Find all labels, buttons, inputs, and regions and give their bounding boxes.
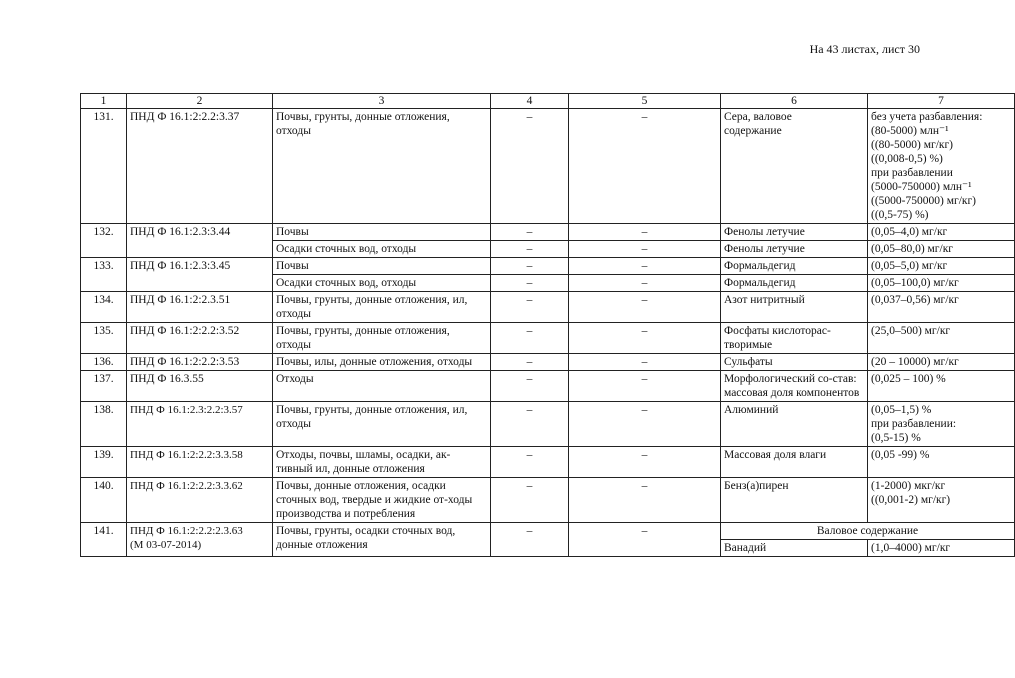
col5-value: –: [569, 354, 721, 371]
col4-value: –: [491, 241, 569, 258]
table-row: [81, 523, 1015, 540]
table-row: [81, 354, 1015, 371]
measurement-range: (0,025 – 100) %: [868, 371, 1015, 402]
method-code: ПНД Ф 16.1:2:2.2:3.3.62: [127, 478, 273, 523]
col5-value: –: [569, 275, 721, 292]
table-row: [81, 109, 1015, 224]
col4-value: –: [491, 258, 569, 275]
col5-value: –: [569, 224, 721, 241]
col-2-header: 2: [127, 94, 273, 109]
method-code: ПНД Ф 16.1:2:2.2:3.3.58: [127, 447, 273, 478]
indicator: Массовая доля влаги: [721, 447, 868, 478]
method-code: ПНД Ф 16.1:2:2.3.51: [127, 292, 273, 323]
col-6-header: 6: [721, 94, 868, 109]
sample-object: Почвы, донные отложения, осадки сточных вод, твердые и жидкие от-ходы производства и потребления: [273, 478, 491, 523]
range-line: при разбавлении:: [871, 418, 957, 430]
measurement-range: [868, 402, 1015, 447]
col4-value: –: [491, 109, 569, 224]
indicator: Фенолы летучие: [721, 241, 868, 258]
indicator: Сера, валовое содержание: [721, 109, 868, 224]
sample-object: Почвы, грунты, донные отложения, ил, отходы: [273, 292, 491, 323]
row-number: 138.: [81, 402, 127, 447]
col4-value: –: [491, 447, 569, 478]
row-number: 134.: [81, 292, 127, 323]
indicator: Бенз(а)пирен: [721, 478, 868, 523]
table-row: [81, 224, 1015, 241]
range-line: (80-5000) млн⁻¹: [871, 125, 949, 137]
measurement-range: (25,0–500) мг/кг: [868, 323, 1015, 354]
sample-object: Осадки сточных вод, отходы: [273, 275, 491, 292]
row-number: 140.: [81, 478, 127, 523]
col4-value: –: [491, 354, 569, 371]
col5-value: –: [569, 402, 721, 447]
sample-object: Почвы: [273, 224, 491, 241]
col4-value: –: [491, 292, 569, 323]
sample-object: Почвы, грунты, донные отложения, отходы: [273, 109, 491, 224]
sample-object: Почвы, грунты, донные отложения, ил, отходы: [273, 402, 491, 447]
row-number: 131.: [81, 109, 127, 224]
method-code: ПНД Ф 16.1:2.3:3.45: [127, 258, 273, 292]
sheet-info: На 43 листах, лист 30: [809, 42, 920, 56]
method-code: ПНД Ф 16.1:2:2.2:3.53: [127, 354, 273, 371]
group-header: Валовое содержание: [721, 523, 1015, 540]
table-row: [81, 371, 1015, 402]
row-number: 139.: [81, 447, 127, 478]
row-number: 137.: [81, 371, 127, 402]
methods-table: [80, 93, 1015, 557]
col-7-header: 7: [868, 94, 1015, 109]
method-code: ПНД Ф 16.1:2.3:2.2:3.57: [127, 402, 273, 447]
measurement-range: (0,05 -99) %: [868, 447, 1015, 478]
measurement-range: (0,05–100,0) мг/кг: [868, 275, 1015, 292]
measurement-range: (1,0–4000) мг/кг: [868, 540, 1015, 557]
sample-object: Отходы: [273, 371, 491, 402]
method-code-line: ПНД Ф 16.1:2:2.2:2.3.63: [130, 525, 243, 537]
indicator: Формальдегид: [721, 275, 868, 292]
measurement-range: (20 – 10000) мг/кг: [868, 354, 1015, 371]
method-code: [127, 523, 273, 557]
col5-value: –: [569, 478, 721, 523]
col5-value: –: [569, 371, 721, 402]
method-code: ПНД Ф 16.1:2.3:3.44: [127, 224, 273, 258]
col5-value: –: [569, 323, 721, 354]
table-row: [81, 402, 1015, 447]
indicator: Фенолы летучие: [721, 224, 868, 241]
col5-value: –: [569, 241, 721, 258]
row-number: 133.: [81, 258, 127, 292]
table-row: [81, 447, 1015, 478]
sample-object: Отходы, почвы, шламы, осадки, ак-тивный ил, донные отложения: [273, 447, 491, 478]
indicator: Морфологический со-став: массовая доля компонентов: [721, 371, 868, 402]
indicator: Алюминий: [721, 402, 868, 447]
col5-value: –: [569, 292, 721, 323]
col4-value: –: [491, 224, 569, 241]
range-line: (0,05–1,5) %: [871, 404, 932, 416]
sample-object: Почвы: [273, 258, 491, 275]
row-number: 135.: [81, 323, 127, 354]
table-row: [81, 292, 1015, 323]
range-line: (0,5-15) %: [871, 432, 921, 444]
row-number: 141.: [81, 523, 127, 557]
col4-value: –: [491, 275, 569, 292]
method-code: ПНД Ф 16.3.55: [127, 371, 273, 402]
measurement-range: [868, 478, 1015, 523]
column-number-row: [81, 94, 1015, 109]
col4-value: –: [491, 323, 569, 354]
row-number: 132.: [81, 224, 127, 258]
indicator: Ванадий: [721, 540, 868, 557]
measurement-range: [868, 109, 1015, 224]
col5-value: –: [569, 523, 721, 557]
indicator: Сульфаты: [721, 354, 868, 371]
method-code-line: (М 03-07-2014): [130, 539, 202, 551]
sample-object: Осадки сточных вод, отходы: [273, 241, 491, 258]
sample-object: Почвы, илы, донные отложения, отходы: [273, 354, 491, 371]
range-line: при разбавлении: [871, 167, 953, 179]
indicator: Формальдегид: [721, 258, 868, 275]
indicator: Фосфаты кислоторас-творимые: [721, 323, 868, 354]
col4-value: –: [491, 371, 569, 402]
col4-value: –: [491, 402, 569, 447]
range-line: ((0,001-2) мг/кг): [871, 494, 951, 506]
col4-value: –: [491, 478, 569, 523]
col-4-header: 4: [491, 94, 569, 109]
col5-value: –: [569, 109, 721, 224]
row-number: 136.: [81, 354, 127, 371]
col-1-header: 1: [81, 94, 127, 109]
method-code: ПНД Ф 16.1:2:2.2:3.37: [127, 109, 273, 224]
sample-object: Почвы, грунты, осадки сточных вод, донные отложения: [273, 523, 491, 557]
measurement-range: (0,05–4,0) мг/кг: [868, 224, 1015, 241]
range-line: ((0,008-0,5) %): [871, 153, 943, 165]
table-row: [81, 258, 1015, 275]
range-line: (1-2000) мкг/кг: [871, 480, 946, 492]
col-3-header: 3: [273, 94, 491, 109]
col5-value: –: [569, 258, 721, 275]
range-line: ((80-5000) мг/кг): [871, 139, 954, 151]
table-row: [81, 323, 1015, 354]
range-line: ((0,5-75) %): [871, 209, 929, 221]
range-line: ((5000-750000) мг/кг): [871, 195, 977, 207]
range-line: без учета разбавления:: [871, 111, 983, 123]
sample-object: Почвы, грунты, донные отложения, отходы: [273, 323, 491, 354]
indicator: Азот нитритный: [721, 292, 868, 323]
measurement-range: (0,05–80,0) мг/кг: [868, 241, 1015, 258]
range-line: (5000-750000) млн⁻¹: [871, 181, 972, 193]
col5-value: –: [569, 447, 721, 478]
method-code: ПНД Ф 16.1:2:2.2:3.52: [127, 323, 273, 354]
col-5-header: 5: [569, 94, 721, 109]
measurement-range: (0,037–0,56) мг/кг: [868, 292, 1015, 323]
measurement-range: (0,05–5,0) мг/кг: [868, 258, 1015, 275]
col4-value: –: [491, 523, 569, 557]
table-row: [81, 478, 1015, 523]
